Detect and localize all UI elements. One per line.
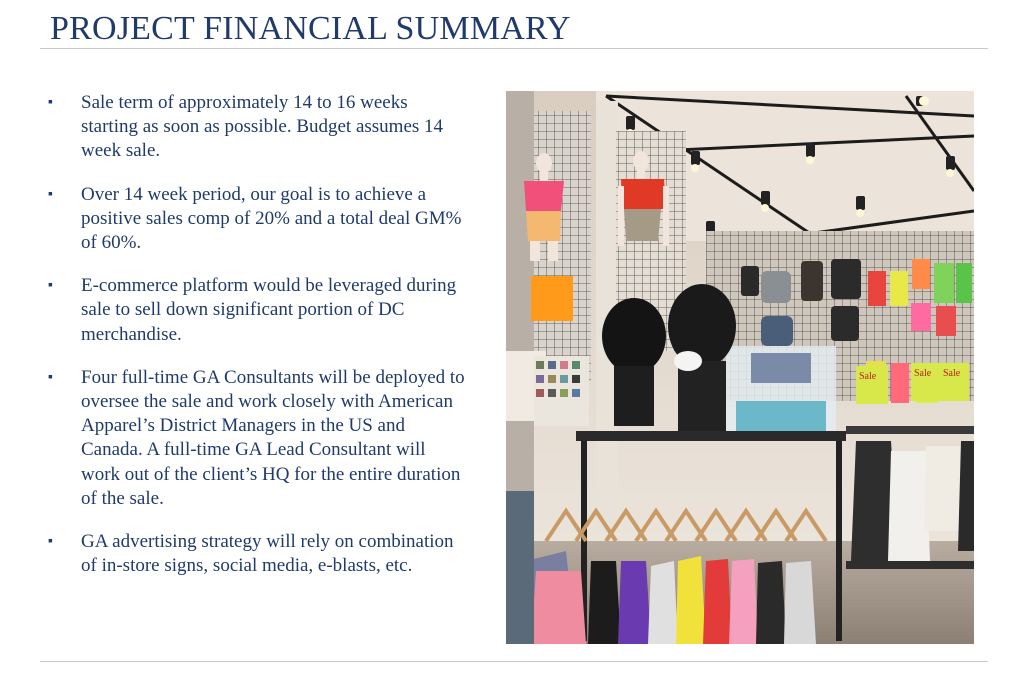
- bullet-marker-icon: ▪: [48, 278, 53, 294]
- bullet-text: E-commerce platform would be leveraged during sale to sell down significant portion of DC merchandise.: [81, 275, 457, 345]
- sale-sign-text: Sale: [943, 368, 961, 379]
- front-garments: [521, 551, 816, 644]
- bullet-text: Four full-time GA Consultants will be deployed to oversee the sale and work closely with American Apparel’s District Managers in the US and Canada. A full-time GA Lead Consultant will work out of the client’s HQ for the entire duration of the sale.: [81, 366, 465, 509]
- sale-sign-text: Sale: [914, 368, 932, 379]
- bullet-text: GA advertising strategy will rely on combination of in-store signs, social media, e-blasts, etc.: [81, 531, 454, 577]
- bullet-marker-icon: ▪: [48, 186, 53, 202]
- bullet-item-advertising: [48, 530, 468, 578]
- bullet-item-sale-term: [48, 91, 468, 164]
- slide-title: PROJECT FINANCIAL SUMMARY: [50, 10, 571, 47]
- sale-signs: [856, 363, 969, 404]
- bullet-item-sales-goal: [48, 183, 468, 256]
- bullet-text: Sale term of approximately 14 to 16 weeks starting as soon as possible. Budget assumes 14 week sale.: [81, 92, 444, 162]
- bullet-marker-icon: ▪: [48, 95, 53, 110]
- bullet-marker-icon: ▪: [48, 369, 53, 385]
- title-divider: [40, 48, 988, 49]
- bullet-text: Over 14 week period, our goal is to achieve a positive sales comp of 20% and a total deal GM% of 60%.: [81, 183, 462, 254]
- bullet-item-consultants: [48, 366, 468, 511]
- summary-bullet-list: [48, 91, 468, 597]
- sale-sign-text: Sale: [859, 371, 877, 382]
- bullet-marker-icon: ▪: [48, 534, 53, 550]
- bullet-item-ecommerce: [48, 274, 468, 347]
- store-interior-photo: [506, 91, 974, 644]
- footer-divider: [40, 661, 988, 662]
